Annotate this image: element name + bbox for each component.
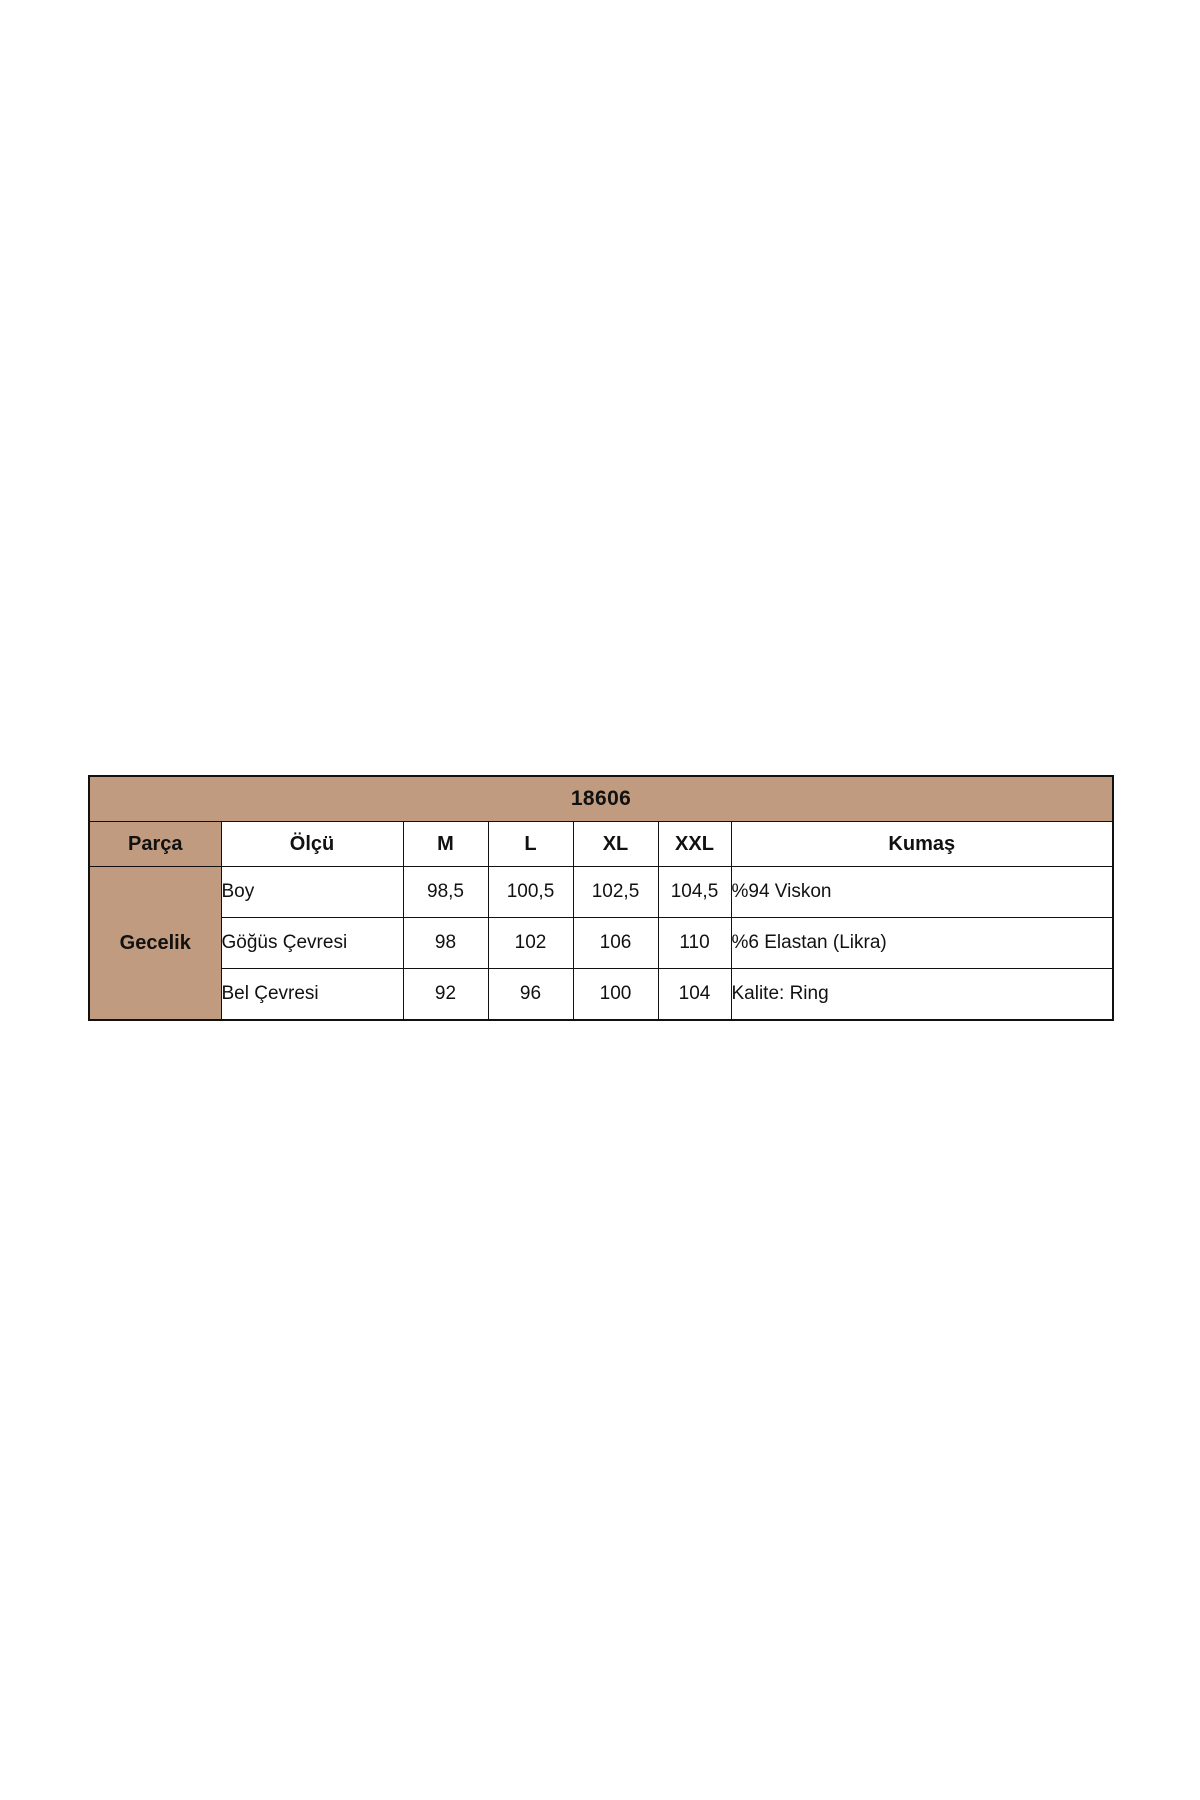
header-fabric: Kumaş	[731, 822, 1113, 867]
header-piece: Parça	[89, 822, 221, 867]
measure-label: Boy	[221, 867, 403, 918]
value-l: 96	[488, 969, 573, 1021]
table-header-row	[89, 822, 1113, 867]
table-row	[89, 918, 1113, 969]
header-size-xl: XL	[573, 822, 658, 867]
header-measure: Ölçü	[221, 822, 403, 867]
value-xl: 100	[573, 969, 658, 1021]
value-xxl: 104,5	[658, 867, 731, 918]
value-m: 98	[403, 918, 488, 969]
value-xxl: 104	[658, 969, 731, 1021]
size-chart-table	[88, 775, 1114, 1021]
header-size-l: L	[488, 822, 573, 867]
fabric-line: %6 Elastan (Likra)	[731, 918, 1113, 969]
value-m: 98,5	[403, 867, 488, 918]
measure-label: Bel Çevresi	[221, 969, 403, 1021]
value-m: 92	[403, 969, 488, 1021]
value-xxl: 110	[658, 918, 731, 969]
value-l: 102	[488, 918, 573, 969]
fabric-line: Kalite: Ring	[731, 969, 1113, 1021]
value-xl: 102,5	[573, 867, 658, 918]
table-title-row	[89, 776, 1113, 822]
header-size-xxl: XXL	[658, 822, 731, 867]
size-chart-container	[88, 775, 1112, 1021]
value-xl: 106	[573, 918, 658, 969]
measure-label: Göğüs Çevresi	[221, 918, 403, 969]
table-row	[89, 969, 1113, 1021]
product-code-title: 18606	[89, 776, 1113, 822]
table-row	[89, 867, 1113, 918]
header-size-m: M	[403, 822, 488, 867]
fabric-line: %94 Viskon	[731, 867, 1113, 918]
piece-label: Gecelik	[89, 867, 221, 1021]
value-l: 100,5	[488, 867, 573, 918]
